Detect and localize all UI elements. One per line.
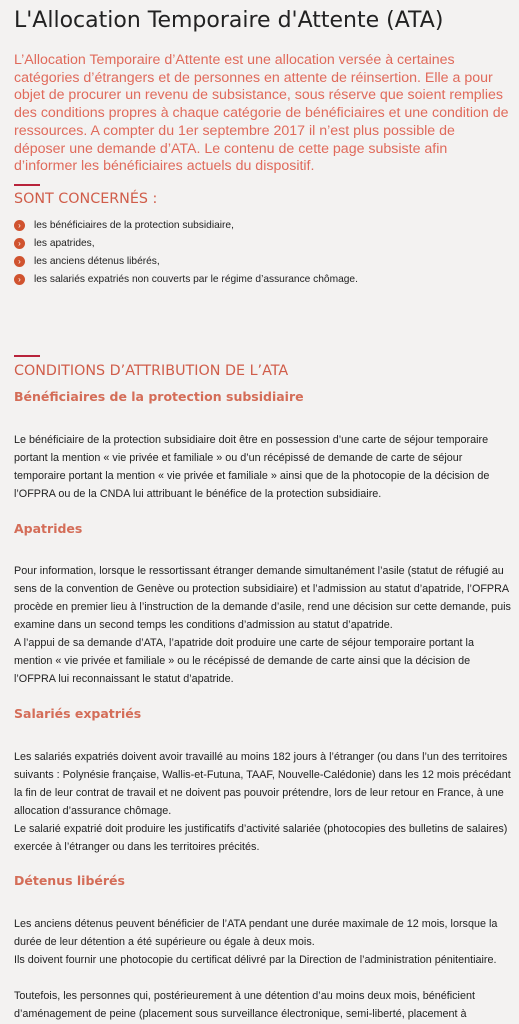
list-item: [14, 235, 358, 253]
chevron-right-circle-icon: ›: [14, 274, 25, 285]
list-item: [14, 253, 358, 271]
paragraph: A l’appui de sa demande d’ATA, l’apatride doit produire une carte de séjour temporaire portant la mention « vie privée et familiale » ou le récépissé de demande de carte ainsi que la décision de l’OFPRA lui reconnaissant le statut d’apatride.: [14, 637, 474, 686]
subsection-title-salaries-expatries: Salariés expatriés: [14, 706, 142, 721]
list-item-text: les anciens détenus libérés,: [34, 256, 160, 267]
paragraph: Toutefois, les personnes qui, postérieurement à une détention d’au moins deux mois, bénéficient d’aménagement de peine (placement sous surveillance électronique, semi-liberté, placement à: [14, 990, 475, 1021]
list-item-text: les salariés expatriés non couverts par le régime d’assurance chômage.: [34, 274, 358, 285]
paragraph: Les salariés expatriés doivent avoir travaillé au moins 182 jours à l’étranger (ou dans l’un des territoires suivants : Polynésie française, Wallis-et-Futuna, TAAF, Nouvelle-Calédonie) dans les 12 mois précédant la fin de leur contrat de travail et ne doivent pas pouvoir prétendre, lors de leur retour en France, à une allocation d’assurance chômage.: [14, 751, 511, 818]
paragraph: Ils doivent fournir une photocopie du certificat délivré par la Direction de l’administration pénitentiaire.: [14, 954, 497, 966]
section-divider: [14, 355, 40, 357]
section-divider: [14, 184, 40, 186]
chevron-right-circle-icon: ›: [14, 256, 25, 267]
chevron-right-circle-icon: ›: [14, 238, 25, 249]
section-heading-concernes: SONT CONCERNÉS :: [14, 191, 158, 207]
list-item-text: les bénéficiaires de la protection subsidiaire,: [34, 220, 234, 231]
subsection-title-protection-subsidiaire: Bénéficiaires de la protection subsidiaire: [14, 389, 304, 404]
paragraph: Le bénéficiaire de la protection subsidiaire doit être en possession d’une carte de séjour temporaire portant la mention « vie privée et familiale » ou d’un récépissé de demande de carte de séjour temporaire portant la mention « vie privée et familiale » ainsi que de la photocopie de la décision de l’OFPRA ou de la CNDA lui attribuant le bénéfice de la protection subsidiaire.: [14, 434, 490, 501]
list-item: [14, 217, 358, 235]
list-item: [14, 271, 358, 289]
subsection-title-apatrides: Apatrides: [14, 521, 83, 536]
page-title: L'Allocation Temporaire d'Attente (ATA): [14, 8, 444, 33]
subsection-title-detenus-liberes: Détenus libérés: [14, 873, 125, 888]
section-heading-conditions: CONDITIONS D’ATTRIBUTION DE L’ATA: [14, 363, 289, 379]
paragraph: Pour information, lorsque le ressortissant étranger demande simultanément l’asile (statut de réfugié au sens de la convention de Genève ou protection subsidiaire) et l’admission au statut d’apatride, l’OFPRA procède en premier lieu à l’instruction de la demande d’asile, rend une décision sur cette demande, puis examine dans un second temps les conditions d’admission au statut d’apatride.: [14, 565, 511, 632]
paragraph: Les anciens détenus peuvent bénéficier de l’ATA pendant une durée maximale de 12 mois, lorsque la durée de leur détention a été supérieure ou égale à deux mois.: [14, 918, 498, 949]
concernes-list: [14, 217, 358, 289]
intro-paragraph: L’Allocation Temporaire d’Attente est une allocation versée à certaines catégories d’étrangers et de personnes en attente de réinsertion. Elle a pour objet de procurer un revenu de subsistance, sous réserve que soient remplies des conditions propres à chaque catégorie de bénéficiaires et une condition de ressources. A compter du 1er septembre 2017 il n’est plus possible de déposer une demande d’ATA. Le contenu de cette page subsiste afin d’informer les bénéficiaires actuels du dispositif.: [14, 52, 509, 175]
paragraph: Le salarié expatrié doit produire les justificatifs d’activité salariée (photocopies des bulletins de salaires) exercée à l’étranger ou dans les territoires précités.: [14, 823, 508, 854]
list-item-text: les apatrides,: [34, 238, 95, 249]
chevron-right-circle-icon: ›: [14, 220, 25, 231]
